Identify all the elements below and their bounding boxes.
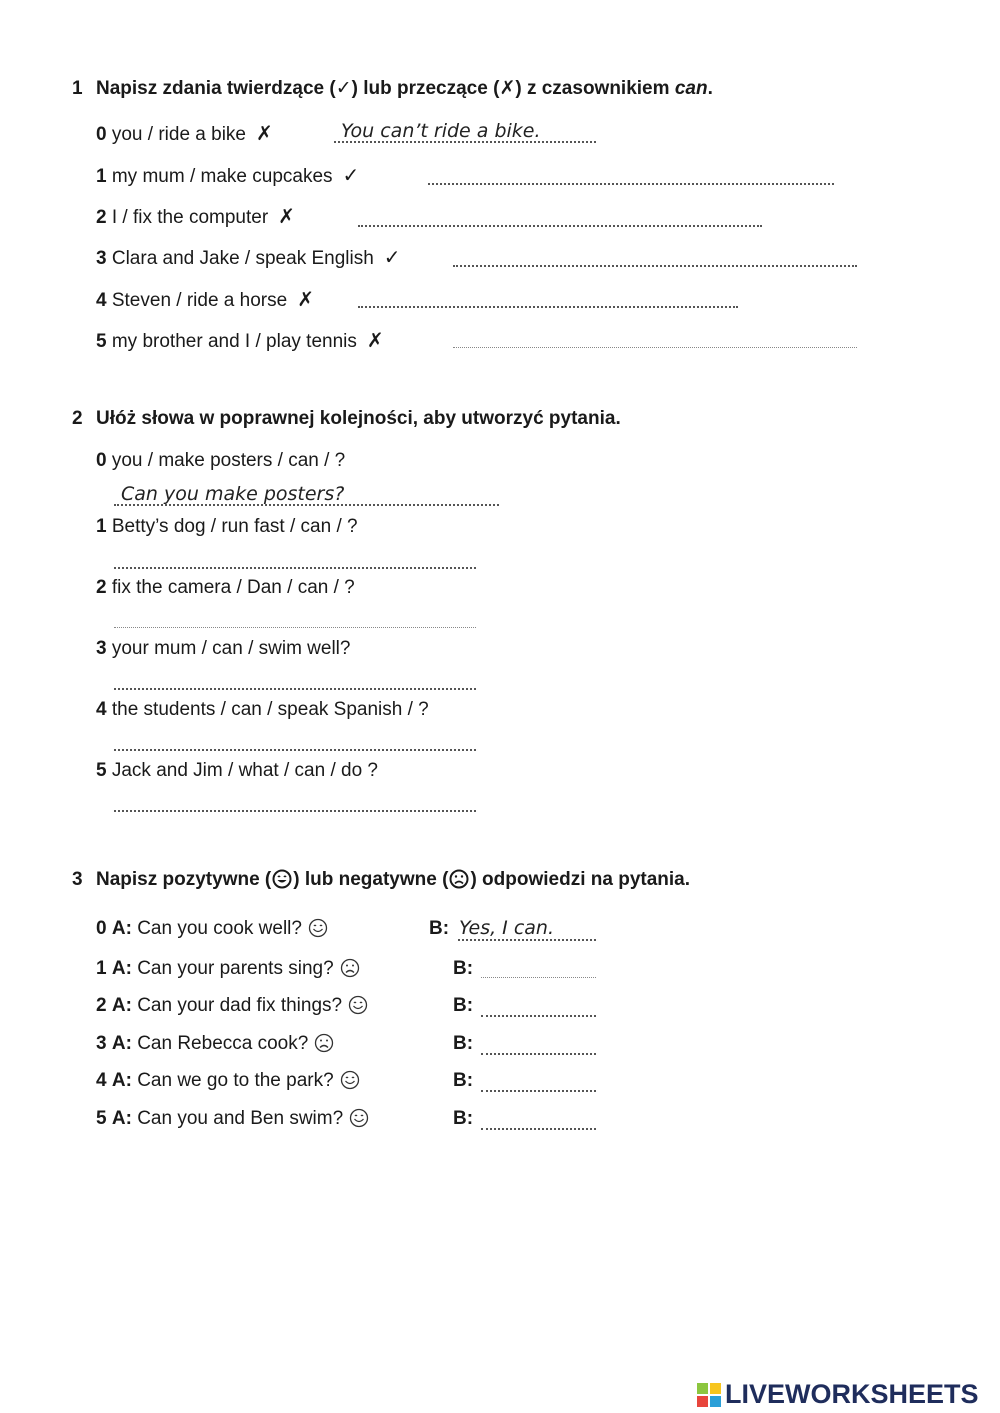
answer-input-2-4[interactable] — [114, 749, 476, 751]
answer-input-3-4[interactable] — [481, 1090, 596, 1092]
exercise-2-item: 3 your mum / can / swim well? — [96, 638, 351, 659]
cross-icon: ✗ — [366, 330, 384, 352]
exercise-3-heading: 3 Napisz pozytywne ( ) lub negatywne ( ) odpowiedzi na pytania. — [72, 869, 691, 890]
answer-input-1-4[interactable] — [358, 306, 738, 308]
answer-input-2-5[interactable] — [114, 810, 476, 812]
happy-face-icon — [272, 869, 292, 889]
answer-line — [458, 939, 596, 941]
exercise-1-item: 0 you / ride a bike ✗ — [96, 123, 273, 145]
exercise-3-item: 0 A: Can you cook well? — [96, 918, 328, 940]
answer-line — [114, 504, 499, 506]
cross-icon: ✗ — [278, 206, 295, 228]
exercise-1-item: 3 Clara and Jake / speak English ✓ — [96, 247, 401, 269]
exercise-number: 2 — [72, 408, 83, 429]
exercise-1-heading: 1 Napisz zdania twierdzące (✓) lub przeczące (✗) z czasownikiem can. — [72, 78, 713, 99]
exercise-number: 1 — [72, 78, 83, 99]
answer-input-1-5[interactable] — [453, 347, 857, 348]
b-label: B: — [453, 1033, 474, 1054]
answer-input-2-1[interactable] — [114, 567, 476, 569]
b-label: B: — [453, 995, 474, 1016]
check-icon: ✓ — [383, 247, 401, 269]
liveworksheets-logo[interactable] — [697, 1378, 979, 1410]
exercise-3-item: 2 A: Can your dad fix things? — [96, 995, 368, 1017]
answer-input-1-2[interactable] — [358, 225, 762, 227]
answer-input-3-5[interactable] — [481, 1128, 596, 1130]
check-icon: ✓ — [335, 78, 352, 99]
exercise-number: 3 — [72, 869, 83, 890]
exercise-2-item: 0 you / make posters / can / ? — [96, 450, 346, 471]
logo-text: LIVEWORKSHEETS — [725, 1378, 979, 1409]
happy-face-icon — [340, 1070, 360, 1090]
b-label: B: — [453, 1070, 474, 1091]
exercise-3-item: 3 A: Can Rebecca cook? — [96, 1033, 334, 1055]
happy-face-icon — [348, 995, 368, 1015]
exercise-1-item: 5 my brother and I / play tennis ✗ — [96, 330, 384, 352]
exercise-2-item: 2 fix the camera / Dan / can / ? — [96, 577, 355, 598]
answer-input-1-1[interactable] — [428, 183, 834, 185]
exercise-3-item: 1 A: Can your parents sing? — [96, 958, 360, 980]
exercise-3-item: 4 A: Can we go to the park? — [96, 1070, 360, 1092]
sad-face-icon — [449, 869, 469, 889]
example-answer: You can’t ride a bike. — [341, 120, 541, 142]
b-label: B: — [453, 1108, 474, 1129]
happy-face-icon — [308, 918, 328, 938]
happy-face-icon — [349, 1108, 369, 1128]
answer-input-2-2[interactable] — [114, 627, 476, 628]
answer-input-2-3[interactable] — [114, 688, 476, 690]
answer-input-3-3[interactable] — [481, 1053, 596, 1055]
example-answer: Can you make posters? — [121, 483, 345, 505]
exercise-1-item: 1 my mum / make cupcakes ✓ — [96, 165, 360, 187]
logo-blocks-icon — [697, 1381, 723, 1407]
exercise-2-item: 1 Betty’s dog / run fast / can / ? — [96, 516, 358, 537]
example-answer: Yes, I can. — [459, 917, 554, 939]
exercise-2-item: 4 the students / can / speak Spanish / ? — [96, 699, 429, 720]
answer-input-3-2[interactable] — [481, 1015, 596, 1017]
exercise-2-heading: 2 Ułóż słowa w poprawnej kolejności, aby utworzyć pytania. — [72, 408, 621, 429]
sad-face-icon — [314, 1033, 334, 1053]
b-label: B: — [429, 918, 450, 939]
b-label: B: — [453, 958, 474, 979]
answer-line — [334, 141, 596, 143]
check-icon: ✓ — [342, 165, 360, 187]
exercise-2-item: 5 Jack and Jim / what / can / do ? — [96, 760, 378, 781]
sad-face-icon — [340, 958, 360, 978]
exercise-3-item: 5 A: Can you and Ben swim? — [96, 1108, 369, 1130]
answer-input-3-1[interactable] — [481, 977, 596, 978]
cross-icon: ✗ — [256, 123, 273, 145]
exercise-1-item: 2 I / fix the computer ✗ — [96, 206, 295, 228]
exercise-1-item: 4 Steven / ride a horse ✗ — [96, 289, 314, 311]
cross-icon: ✗ — [297, 289, 314, 311]
cross-icon: ✗ — [499, 78, 516, 99]
answer-input-1-3[interactable] — [453, 265, 857, 267]
